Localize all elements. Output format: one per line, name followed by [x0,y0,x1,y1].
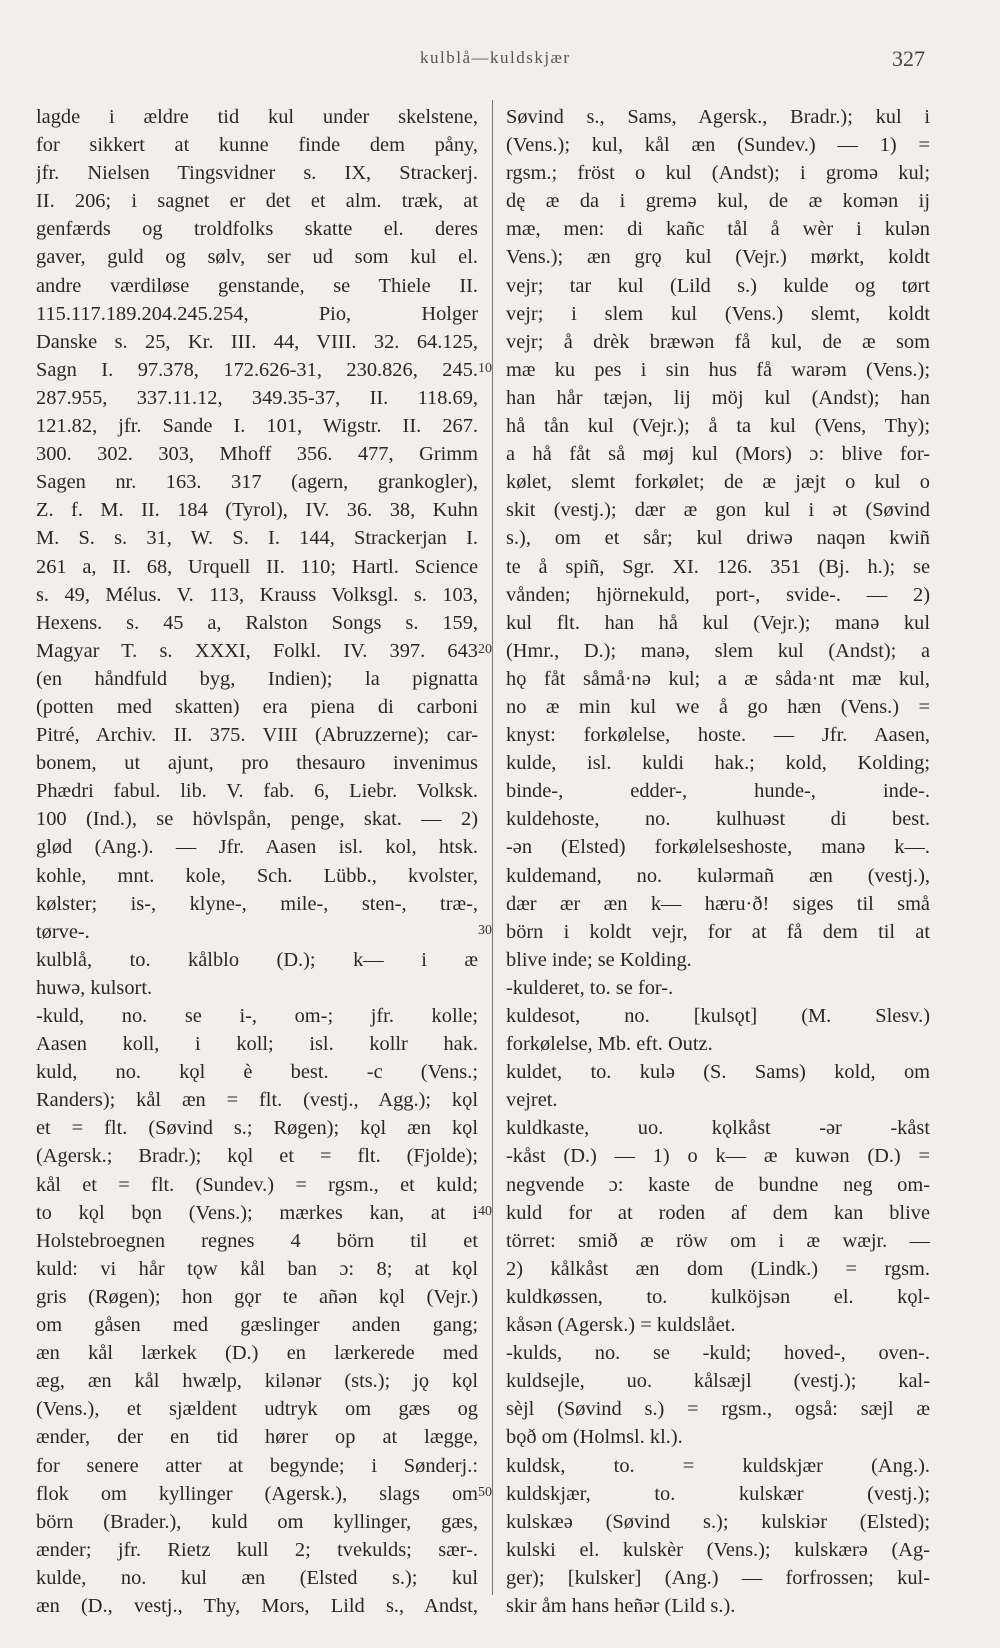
text-line: Phædri fabul. lib. V. fab. 6, Liebr. Volksk. [36,780,478,803]
text-line: börn (Brader.), kuld om kyllinger, gæs, [36,1510,478,1533]
text-line: te å spiñ, Sgr. XI. 126. 351 (Bj. h.); se [506,555,930,578]
text-line: skit (vestj.); dær æ gon kul i ət (Søvind [506,499,930,522]
line-number: 10 [478,360,492,376]
text-line: (Agersk.; Bradr.); kǫl et = flt. (Fjolde); [36,1145,478,1168]
text-line: hå tån kul (Vejr.); å ta kul (Vens, Thy); [506,415,930,438]
text-line: genfærds og troldfolks skatte el. deres [36,218,478,241]
line-number: 50 [478,1484,492,1500]
text-line: kuldemand, no. kulərmañ æn (vestj.), [506,864,930,887]
text-line: kuldsk, to. = kuldskjær (Ang.). [506,1454,930,1477]
text-line: kuld, no. kǫl è best. -c (Vens.; [36,1061,478,1084]
text-line: kuldsejle, uo. kålsæjl (vestj.); kal- [506,1370,930,1393]
text-line: blive inde; se Kolding. [506,948,692,971]
text-line: Magyar T. s. XXXI, Folkl. IV. 397. 643 [36,639,478,662]
text-line: gaver, guld og sølv, ser ud som kul el. [36,246,478,269]
text-line: vånden; hjörnekuld, port-, svide-. — 2) [506,583,930,606]
text-line: to kǫl bǫn (Vens.); mærkes kan, at i [36,1201,478,1224]
text-line: negvende ɔ: kaste de bundne neg om- [506,1173,930,1196]
text-line: s.), om et sår; kul driwə naqən kwiñ [506,527,930,550]
text-line: Pitré, Archiv. II. 375. VIII (Abruzzerne); car- [36,724,478,747]
text-line: dę æ da i gremə kul, de æ komən ij [506,190,930,213]
text-line: kuld: vi hår tǫw kål ban ɔ: 8; at kǫl [36,1257,478,1280]
text-line: kuldesot, no. [kulsǫt] (M. Slesv.) [506,1005,930,1027]
text-line: a hå fåt så møj kul (Mors) ɔ: blive for- [506,443,930,466]
text-line: dær ær æn k— hæru·ð! siges til små [506,892,930,915]
text-line: (Hmr., D.); manə, slem kul (Andst); a [506,639,930,662]
text-line: Vens.); æn grǫ kul (Vejr.) mørkt, koldt [506,246,930,269]
text-line: Holstebroegnen regnes 4 börn til et [36,1229,478,1252]
text-line: han hår tæjən, lij möj kul (Andst); han [506,386,930,409]
text-line: kuldskjær, to. kulskær (vestj.); [506,1482,930,1505]
text-line: kølster; is-, klyne-, mile-, sten-, træ-, [36,892,478,915]
text-line: kuldkøssen, to. kulköjsən el. kǫl- [506,1285,930,1308]
text-line: (potten med skatten) era piena di carboni [36,695,478,718]
text-line: kohle, mnt. kole, Sch. Lübb., kvolster, [36,864,478,887]
text-line: 115.117.189.204.245.254, Pio, Holger [36,302,478,325]
text-line: æg, æn kål hwælp, kilənər (sts.); jǫ kǫl [36,1370,478,1393]
text-line: kølet, slemt forkølet; de æ jæjt o kul o [506,471,930,494]
text-line: glød (Ang.). — Jfr. Aasen isl. kol, htsk. [36,836,478,859]
line-number: 20 [478,641,492,657]
text-line: ænder, der en tid hører op at lægge, [36,1426,478,1449]
text-line: -kulderet, to. se for-. [506,976,674,999]
text-line: gris (Røgen); hon gǫr te añən kǫl (Vejr.) [36,1285,478,1308]
text-line: forkølelse, Mb. eft. Outz. [506,1033,713,1056]
text-line: Søvind s., Sams, Agersk., Bradr.); kul i [506,106,930,128]
text-line: rgsm.; fröst o kul (Andst); i gromə kul; [506,162,930,185]
text-line: Sagn I. 97.378, 172.626-31, 230.826, 245. [36,358,478,381]
text-line: ger); [kulsker] (Ang.) — forfrossen; kul- [506,1566,930,1589]
text-line: börn i koldt vejr, for at få dem til at [506,920,930,943]
text-line: sèjl (Søvind s.) = rgsm., også: sæjl æ [506,1398,930,1421]
text-line: Randers); kål æn = flt. (vestj., Agg.); kǫl [36,1089,478,1112]
line-number: 40 [478,1203,492,1219]
text-line: kuldkaste, uo. kǫlkåst -ər -kåst [506,1117,930,1140]
text-line: ænder; jfr. Rietz kull 2; tvekulds; sær-. [36,1538,478,1561]
text-line: huwə, kulsort. [36,976,153,999]
text-line: kulskæə (Søvind s.); kulskiər (Elsted); [506,1510,930,1533]
text-line: 100 (Ind.), se hövlspån, penge, skat. — 2) [36,808,478,831]
text-line: s. 49, Mélus. V. 113, Krauss Volksgl. s. 103, [36,583,478,606]
page-number: 327 [892,46,925,71]
text-line: (en håndfuld byg, Indien); la pignatta [36,667,478,690]
column-divider [492,100,493,1595]
text-line: Hexens. s. 45 a, Ralston Songs s. 159, [36,611,478,634]
right-column [506,103,930,1620]
text-line: 300. 302. 303, Mhoff 356. 477, Grimm [36,443,478,466]
text-line: -kulds, no. se -kuld; hoved-, oven-. [506,1342,930,1365]
text-line: jfr. Nielsen Tingsvidner s. IX, Strackerj. [36,162,478,185]
text-line: 287.955, 337.11.12, 349.35-37, II. 118.69, [36,386,478,409]
text-line: Z. f. M. II. 184 (Tyrol), IV. 36. 38, Kuhn [36,499,478,522]
running-head: kulblå—kuldskjær [420,48,571,67]
text-line: et = flt. (Søvind s.; Røgen); kǫl æn kǫl [36,1117,478,1140]
text-line: vejr; tar kul (Lild s.) kulde og tørt [506,274,930,297]
text-line: kål et = flt. (Sundev.) = rgsm., et kuld; [36,1173,478,1196]
text-line: bǫð om (Holmsl. kl.). [506,1426,683,1449]
text-line: knyst: forkølelse, hoste. — Jfr. Aasen, [506,724,930,747]
text-line: skir åm hans heñər (Lild s.). [506,1594,736,1617]
text-line: om gåsen med gæslinger anden gang; [36,1314,478,1337]
text-line: kulde, no. kul æn (Elsted s.); kul [36,1566,478,1589]
text-line: tørve-. [36,920,90,943]
text-line: andre værdiløse genstande, se Thiele II. [36,274,478,297]
text-line: kuldet, to. kulə (S. Sams) kold, om [506,1061,930,1084]
text-line: mæ ku pes i sin hus få warəm (Vens.); [506,358,930,381]
text-line: flok om kyllinger (Agersk.), slags om [36,1482,478,1505]
text-line: vejr; i slem kul (Vens.) slemt, koldt [506,302,930,325]
text-line: mæ, men: di kañc tål å wèr i kulən [506,218,930,241]
text-line: (Vens.), et sjældent udtryk om gæs og [36,1398,478,1421]
text-line: Danske s. 25, Kr. III. 44, VIII. 32. 64.125, [36,330,478,353]
text-line: kul flt. han hå kul (Vejr.); manə kul [506,611,930,634]
text-line: lagde i ældre tid kul under skelstene, [36,106,478,128]
text-line: Aasen koll, i koll; isl. kollr hak. [36,1033,478,1056]
line-number: 30 [478,922,492,938]
text-line: æn (D., vestj., Thy, Mors, Lild s., Andst, [36,1594,478,1617]
text-line: kulski el. kulskèr (Vens.); kulskærə (Ag- [506,1538,930,1561]
text-line: -kåst (D.) — 1) o k— æ kuwən (D.) = [506,1145,930,1168]
left-column [36,103,478,1620]
text-line: æn kål lærkek (D.) en lærkerede med [36,1342,478,1365]
text-line: kåsən (Agersk.) = kuldslået. [506,1314,736,1337]
text-line: 121.82, jfr. Sande I. 101, Wigstr. II. 267. [36,415,478,438]
text-line: vejret. [506,1089,558,1112]
text-line: -kuld, no. se i-, om-; jfr. kolle; [36,1005,478,1027]
text-line: kuld for at roden af dem kan blive [506,1201,930,1224]
text-line: (Vens.); kul, kål æn (Sundev.) — 1) = [506,134,930,157]
text-line: kuldehoste, no. kulhuəst di best. [506,808,930,831]
text-line: binde-, edder-, hunde-, inde-. [506,780,930,803]
text-line: 261 a, II. 68, Urquell II. 110; Hartl. Science [36,555,478,578]
text-line: -ən (Elsted) forkølelseshoste, manə k—. [506,836,930,859]
text-line: for sikkert at kunne finde dem påny, [36,134,478,157]
text-line: for senere atter at begynde; i Sønderj.: [36,1454,478,1477]
text-line: bonem, ut ajunt, pro thesauro invenimus [36,752,478,775]
text-line: hǫ fåt såmå·nə kul; a æ såda·nt mæ kul, [506,667,930,690]
text-line: 2) kålkåst æn dom (Lindk.) = rgsm. [506,1257,930,1280]
text-line: no æ min kul we å go hæn (Vens.) = [506,695,930,718]
text-line: M. S. s. 31, W. S. I. 144, Strackerjan I. [36,527,478,550]
text-line: Sagen nr. 163. 317 (agern, grankogler), [36,471,478,494]
text-line: kulblå, to. kålblo (D.); k— i æ [36,948,478,971]
text-line: vejr; å drèk bræwən få kul, de æ som [506,330,930,353]
text-line: törret: smið æ röw om i æ wæjr. — [506,1229,930,1252]
page-header [0,48,1000,78]
text-line: II. 206; i sagnet er det et alm. træk, at [36,190,478,213]
text-line: kulde, isl. kuldi hak.; kold, Kolding; [506,752,930,775]
